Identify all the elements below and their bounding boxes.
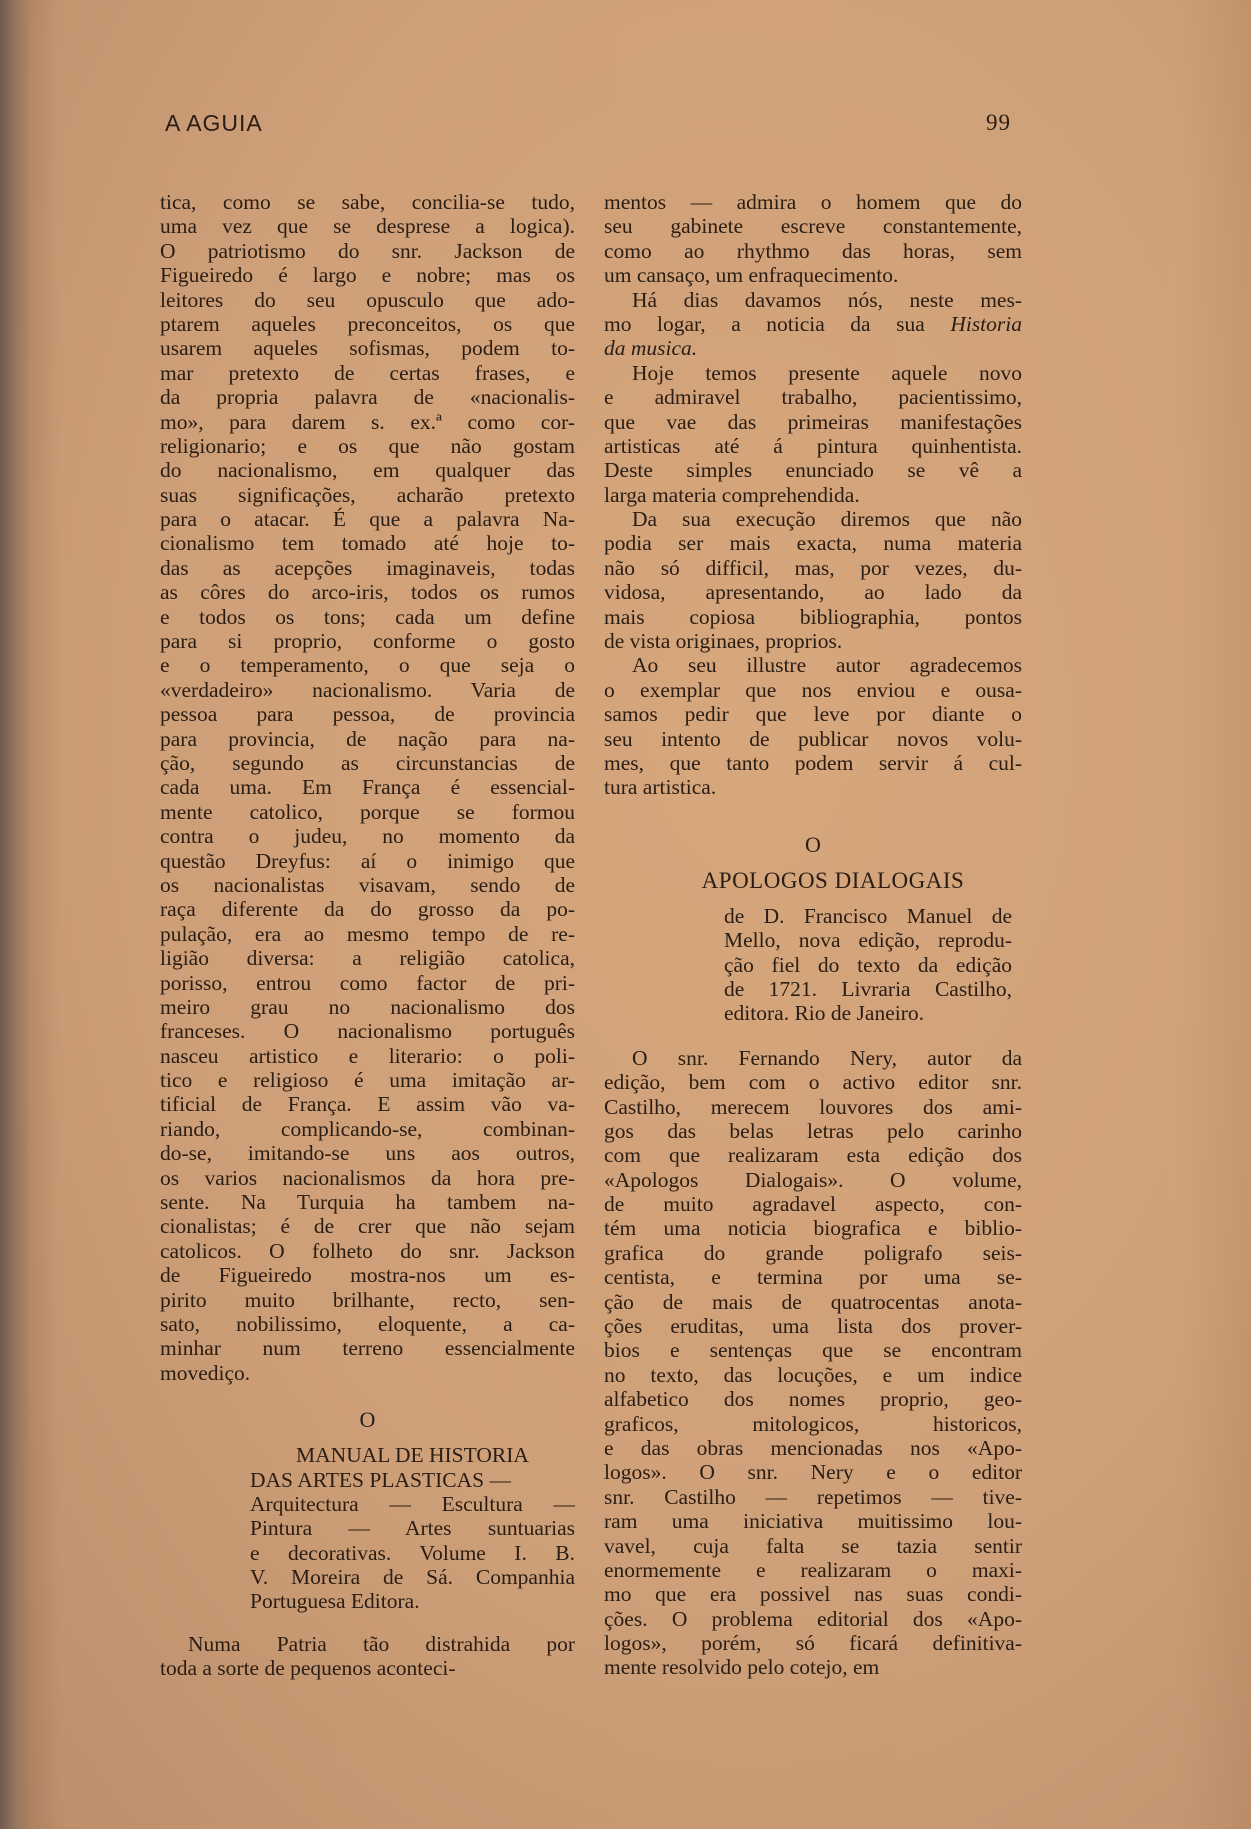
text-line: samos pedir que leve por diante o <box>604 702 1022 727</box>
right-paragraph-4 <box>604 507 1022 653</box>
text-line: para provincia, de nação para na- <box>160 726 575 751</box>
text-line: as côres do arco-iris, todos os rumos <box>160 580 575 605</box>
text-line: mentos — admira o homem que do <box>604 190 1022 214</box>
text-line: de 1721. Livraria Castilho, <box>724 976 1012 1001</box>
text-line: tico e religioso é uma imitação ar- <box>160 1068 575 1093</box>
text-line: Figueiredo é largo e nobre; mas os <box>160 263 575 288</box>
text-line: editora. Rio de Janeiro. <box>724 1001 925 1026</box>
text-line: para si proprio, conforme o gosto <box>160 629 575 654</box>
text-line: «Apologos Dialogais». O volume, <box>604 1167 1022 1192</box>
text-line <box>604 288 1022 312</box>
text-line: uma vez que se desprese a logica). <box>160 214 575 239</box>
text-line: religionario; e os que não gostam <box>160 433 575 458</box>
text-line: grafica do grande poligrafo seis- <box>604 1240 1022 1265</box>
left-bibliographic-entry <box>160 1492 575 1614</box>
left-paragraph-2 <box>160 1632 575 1681</box>
text-line: cionalistas; é de crer que não sejam <box>160 1214 575 1239</box>
text-line: O snr. Fernando Nery, autor da <box>632 1045 1022 1070</box>
text-line: cada uma. Em França é essencial- <box>160 775 575 800</box>
right-paragraph-3 <box>604 361 1022 507</box>
text-line: como ao rhythmo das horas, sem <box>604 238 1022 263</box>
text-line: riando, complicando-se, combinan- <box>160 1116 575 1141</box>
text-line: suas significações, acharão pretexto <box>160 482 575 507</box>
text-line: e o temperamento, o que seja o <box>160 653 575 678</box>
text-line: e todos os tons; cada um define <box>160 604 575 629</box>
text-line: mente catolico, porque se formou <box>160 799 575 824</box>
right-paragraph-1 <box>604 190 1022 288</box>
page-edge-shadow <box>0 0 30 1829</box>
text-line: bios e sentenças que se encontram <box>604 1338 1022 1363</box>
text-line: leitores do seu opusculo que ado- <box>160 287 575 312</box>
text-line: Numa Patria tão distrahida por <box>188 1631 575 1656</box>
text-line: os varios nacionalismos da hora pre- <box>160 1165 575 1190</box>
text-line: Mello, nova edição, reprodu- <box>724 928 1012 953</box>
text-line: Arquitectura — Escultura — <box>250 1491 575 1516</box>
text-line: de Figueiredo mostra-nos um es- <box>160 1263 575 1288</box>
text-line: seu gabinete escreve constantemente, <box>604 214 1022 239</box>
text-line: no texto, das locuções, e um indice <box>604 1362 1022 1387</box>
text-line: logos». O snr. Nery e o editor <box>604 1460 1022 1485</box>
text-line: toda a sorte de pequenos aconteci- <box>160 1656 456 1681</box>
text-line: de vista originaes, proprios. <box>604 629 843 654</box>
text-line: mo», para darem s. ex.ª como cor- <box>160 409 575 434</box>
text-line: MANUAL DE HISTORIA <box>296 1443 529 1468</box>
text-line: O patriotismo do snr. Jackson de <box>160 238 575 263</box>
text-line: e das obras mencionadas nos «Apo- <box>604 1435 1022 1460</box>
text-line: tificial de França. E assim vão va- <box>160 1092 575 1117</box>
text-line: não só difficil, mas, por vezes, du- <box>604 555 1022 580</box>
right-section-marker: O <box>805 831 821 857</box>
text-line: questão Dreyfus: aí o inimigo que <box>160 848 575 873</box>
text-run: mo logar, a noticia da sua <box>604 311 951 336</box>
text-line: DAS ARTES PLASTICAS — <box>250 1467 511 1492</box>
left-column <box>160 190 575 1681</box>
text-line: das as acepções imaginaveis, todas <box>160 555 575 580</box>
text-line: graficos, mitologicos, historicos, <box>604 1411 1022 1436</box>
text-line: franceses. O nacionalismo português <box>160 1019 575 1044</box>
left-section-marker: O <box>359 1407 376 1433</box>
text-line: ções eruditas, uma lista dos prover- <box>604 1314 1022 1339</box>
text-line: centista, e termina por uma se- <box>604 1265 1022 1290</box>
text-line: vavel, cuja falta se tazia sentir <box>604 1533 1022 1558</box>
text-line: artisticas até á pintura quinhentista. <box>604 433 1022 458</box>
text-line: «verdadeiro» nacionalismo. Varia de <box>160 677 575 702</box>
text-line: do nacionalismo, em qualquer das <box>160 458 575 483</box>
text-line: ção, segundo as circunstancias de <box>160 750 575 775</box>
text-line: Da sua execução diremos que não <box>632 507 1022 532</box>
text-line: de D. Francisco Manuel de <box>724 903 1012 928</box>
text-line: pessoa para pessoa, de provincia <box>160 702 575 727</box>
text-line: do-se, imitando-se uns aos outros, <box>160 1141 575 1166</box>
text-line: tica, como se sabe, concilia-se tudo, <box>160 190 575 214</box>
right-bibliographic-entry <box>604 904 1022 1026</box>
text-line: Deste simples enunciado se vê a <box>604 458 1022 483</box>
text-line: ligião diversa: a religião catolica, <box>160 946 575 971</box>
text-line: mente resolvido pelo cotejo, em <box>604 1655 880 1680</box>
text-line: Pintura — Artes suntuarias <box>250 1516 575 1541</box>
text-line: e admiravel trabalho, pacientissimo, <box>604 385 1022 410</box>
text-line: seu intento de publicar novos volu- <box>604 726 1022 751</box>
text-line: sato, nobilissimo, eloquente, a ca- <box>160 1311 575 1336</box>
text-line: edição, bem com o activo editor snr. <box>604 1070 1022 1095</box>
text-line: o exemplar que nos enviou e ousa- <box>604 677 1022 702</box>
text-line: mes, que tanto podem servir á cul- <box>604 750 1022 775</box>
text-line: catolicos. O folheto do snr. Jackson <box>160 1238 575 1263</box>
text-line: tura artistica. <box>604 775 717 800</box>
text-line: ram uma iniciativa muitissimo lou- <box>604 1509 1022 1534</box>
left-paragraph-1 <box>160 190 575 1385</box>
text-line: e decorativas. Volume I. B. <box>250 1540 575 1565</box>
right-paragraph-6 <box>604 1046 1022 1680</box>
right-paragraph-2 <box>604 288 1022 361</box>
text-line: tém uma noticia biografica e biblio- <box>604 1216 1022 1241</box>
page-number: 99 <box>986 110 1011 135</box>
text-line: um cansaço, um enfraquecimento. <box>604 263 899 288</box>
right-section-title: APOLOGOS DIALOGAIS <box>701 867 965 893</box>
journal-title: A AGUIA <box>165 110 263 136</box>
text-line: que vae das primeiras manifestações <box>604 409 1022 434</box>
text-line: mo que era possivel nas suas condi- <box>604 1582 1022 1607</box>
text-line: Portuguesa Editora. <box>250 1589 420 1614</box>
page-header <box>165 110 1011 150</box>
text-line: da propria palavra de «nacionalis- <box>160 385 575 410</box>
text-line: os nacionalistas visavam, sendo de <box>160 872 575 897</box>
book-title-italic: Historia <box>950 311 1022 336</box>
text-line: Castilho, merecem louvores dos ami- <box>604 1094 1022 1119</box>
text-line: nasceu artistico e literario: o poli- <box>160 1043 575 1068</box>
text-line: enormemente e realizaram o maxi- <box>604 1557 1022 1582</box>
text-run: Há dias davamos nós, neste mes- <box>632 287 1022 312</box>
text-line: Hoje temos presente aquele novo <box>632 360 1022 385</box>
text-line: com que realizaram esta edição dos <box>604 1143 1022 1168</box>
text-line: mar pretexto de certas frases, e <box>160 360 575 385</box>
text-line: para o atacar. É que a palavra Na- <box>160 507 575 532</box>
text-line: de muito agradavel aspecto, con- <box>604 1192 1022 1217</box>
text-line <box>604 312 1022 336</box>
text-line: usarem aqueles sofismas, podem to- <box>160 336 575 361</box>
text-line: ção fiel do texto da edição <box>724 952 1012 977</box>
text-line: meiro grau no nacionalismo dos <box>160 994 575 1019</box>
text-line: porisso, entrou como factor de pri- <box>160 970 575 995</box>
text-line: logos», porém, só ficará definitiva- <box>604 1631 1022 1656</box>
text-line: movediço. <box>160 1360 251 1385</box>
text-line: minhar num terreno essencialmente <box>160 1336 575 1361</box>
text-line: mais copiosa bibliographia, pontos <box>604 604 1022 629</box>
text-line: ptarem aqueles preconceitos, os que <box>160 311 575 336</box>
text-line: snr. Castilho — repetimos — tive- <box>604 1484 1022 1509</box>
book-title-italic: da musica. <box>604 336 698 361</box>
right-column <box>604 190 1022 1680</box>
text-line: ções. O problema editorial dos «Apo- <box>604 1606 1022 1631</box>
text-line: sente. Na Turquia ha tambem na- <box>160 1190 575 1215</box>
text-line: contra o judeu, no momento da <box>160 824 575 849</box>
text-line: pirito muito brilhante, recto, sen- <box>160 1287 575 1312</box>
right-paragraph-5 <box>604 653 1022 799</box>
text-line: alfabetico dos nomes proprio, geo- <box>604 1387 1022 1412</box>
text-line: pulação, era ao mesmo tempo de re- <box>160 921 575 946</box>
left-section-title <box>160 1443 575 1492</box>
text-line: cionalismo tem tomado até hoje to- <box>160 531 575 556</box>
text-line: vidosa, apresentando, ao lado da <box>604 580 1022 605</box>
text-line: ção de mais de quatrocentas anota- <box>604 1289 1022 1314</box>
text-line: larga materia comprehendida. <box>604 482 860 507</box>
text-line: gos das belas letras pelo carinho <box>604 1118 1022 1143</box>
text-line: raça diferente da do grosso da po- <box>160 897 575 922</box>
text-line: V. Moreira de Sá. Companhia <box>250 1565 575 1590</box>
text-line: Ao seu illustre autor agradecemos <box>632 653 1022 678</box>
text-line: podia ser mais exacta, numa materia <box>604 531 1022 556</box>
